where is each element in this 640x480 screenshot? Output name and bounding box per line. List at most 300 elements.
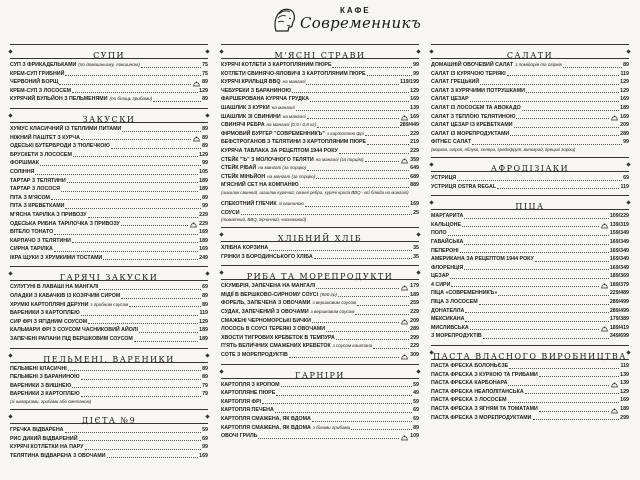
item-price: 179 bbox=[410, 283, 419, 290]
section-title-text: ДІЄТА №9 bbox=[81, 416, 137, 425]
section-title-text: ЗАКУСКИ bbox=[82, 114, 136, 124]
menu-item bbox=[431, 307, 629, 316]
dot-leader bbox=[141, 67, 201, 68]
item-name: КАРПАЧО З ТЕЛЯТИНИ bbox=[10, 237, 71, 244]
item-price: 189/379 bbox=[609, 281, 629, 288]
menu-item bbox=[10, 335, 208, 344]
menu-item bbox=[431, 183, 629, 192]
dot-leader bbox=[339, 153, 409, 154]
dot-leader bbox=[373, 348, 409, 349]
dot-leader bbox=[465, 312, 609, 313]
item-name: КОТЛЕТИ СВИНЯЧО-ЯЛОВИЧІ З КАРТОПЛЯНИМ ПЮРЕ bbox=[221, 70, 366, 77]
menu-item bbox=[221, 156, 419, 165]
menu-item bbox=[10, 390, 208, 399]
menu-item bbox=[10, 365, 208, 374]
menu-item bbox=[221, 61, 419, 70]
menu-item bbox=[431, 324, 629, 333]
item-name: КУРЯЧІ КОТЛЕТИ З КАРТОПЛЯНИМ ПЮРЕ bbox=[221, 62, 332, 68]
item-name: КУРЯЧА ТАБЛАКА ЗА РЕЦЕПТОМ 1944 РОКУ bbox=[221, 147, 338, 154]
menu-section bbox=[221, 200, 419, 223]
item-name: САЛАТ ГРЕЦЬКИЙ bbox=[431, 79, 480, 86]
item-description: зі свининою bbox=[278, 200, 304, 206]
item-name: СОТЕ З МОРЕПРОДУКТІВ bbox=[221, 352, 288, 359]
dot-leader bbox=[88, 217, 199, 218]
menu-item bbox=[221, 381, 419, 390]
item-name: ФІТНЕС САЛАТ bbox=[431, 139, 471, 146]
item-name: ГРЕЧКА ВІДВАРЕНА bbox=[10, 427, 64, 433]
menu-item bbox=[221, 282, 419, 291]
item-price: 229 bbox=[410, 343, 419, 350]
menu-item bbox=[221, 424, 419, 433]
item-price: 289/499 bbox=[609, 307, 629, 314]
item-price: 89 bbox=[202, 79, 208, 86]
item-name: ВАРЕНИКИ З КАРТОПЛЕЮ bbox=[10, 310, 80, 317]
menu-item bbox=[431, 332, 629, 341]
item-price: 99 bbox=[202, 203, 208, 210]
item-description: з вершковим соусом bbox=[310, 309, 355, 315]
item-price: 109/229 bbox=[609, 213, 629, 220]
item-name: САЛАТ З КУРЯЧИМИ ПОТРУШКАМИ bbox=[431, 87, 525, 94]
dot-leader bbox=[563, 67, 622, 68]
item-price: 169 bbox=[199, 246, 208, 253]
item-name: УСТРИЦЯ OSTRA REGAL bbox=[431, 183, 497, 190]
item-price: 169/349 bbox=[609, 256, 629, 263]
item-price: 309 bbox=[410, 352, 419, 359]
menu-item bbox=[431, 281, 629, 290]
section-title bbox=[10, 108, 208, 123]
dot-leader bbox=[153, 101, 201, 102]
item-name: ПАСТА ФРЕСКА З ЯГНЯМ ТА ТОМАТАМИ bbox=[431, 406, 538, 412]
chef-hat-icon bbox=[600, 283, 609, 289]
chef-hat-icon bbox=[400, 319, 409, 325]
dot-leader bbox=[516, 118, 609, 119]
item-description: з соусом каштана bbox=[332, 343, 373, 349]
chef-hat-icon bbox=[600, 223, 609, 229]
item-price: 89 bbox=[202, 134, 208, 141]
menu-item bbox=[10, 326, 208, 335]
dot-leader bbox=[269, 250, 412, 251]
item-price: 179/389 bbox=[609, 316, 629, 323]
item-name: КРЕМ-СУП З ЛОСОСЕМ bbox=[10, 87, 72, 94]
menu-section bbox=[10, 348, 208, 405]
item-name: СИР ФРІ З ЯГІДНИМ СОУСОМ bbox=[10, 318, 88, 325]
dot-leader bbox=[107, 457, 199, 458]
section-title bbox=[10, 44, 208, 59]
item-name: СТЕЙК "Ъ" З МОЛОЧНОГО ТЕЛЯТИ bbox=[221, 156, 314, 163]
item-name: ОЛАДКИ З КАБАЧКІВ ІЗ КОЗЯЧИМ СИРОМ bbox=[10, 293, 121, 300]
section-title-text: ПАСТА ВЛАСНОГО ВИРОБНИЦТВА bbox=[433, 352, 627, 362]
item-description: з вершковим соусом bbox=[312, 300, 357, 306]
brand-name: Современникъ bbox=[300, 14, 422, 32]
item-price: 349/699 bbox=[609, 333, 629, 340]
dot-leader bbox=[312, 322, 399, 323]
menu-item bbox=[431, 87, 629, 96]
dot-leader bbox=[81, 379, 201, 380]
dot-leader bbox=[464, 269, 609, 270]
item-price: 249 bbox=[199, 254, 208, 261]
item-name: СМАЖЕНІ ЧЕРНОМОРСЬКІ БИЧКИ bbox=[221, 317, 311, 324]
section-title-text: АФРОДІЗІАКИ bbox=[490, 163, 570, 173]
section-title bbox=[10, 348, 208, 363]
dot-leader bbox=[81, 139, 191, 140]
dot-leader bbox=[134, 341, 198, 342]
menu-section bbox=[10, 108, 208, 263]
item-price: 189 bbox=[199, 327, 208, 334]
item-name: ПАСТА ФРЕСКА БОЛОНЬЄЗЕ bbox=[431, 363, 509, 370]
item-price: 139/319 bbox=[609, 221, 629, 228]
section-title-text: ХЛІБНИЙ ХЛІБ bbox=[277, 234, 363, 244]
item-price: 169 bbox=[620, 96, 629, 103]
item-price: 289 bbox=[410, 326, 419, 333]
dot-leader bbox=[472, 144, 622, 145]
dot-leader bbox=[121, 225, 188, 226]
menu-section bbox=[10, 266, 208, 343]
item-price: 229 bbox=[199, 211, 208, 218]
dot-leader bbox=[497, 188, 619, 189]
menu-item bbox=[221, 291, 419, 300]
item-price: 99 bbox=[413, 62, 419, 68]
item-name: ШАШЛИК З КУРКИ bbox=[221, 104, 270, 111]
item-name: ОДЕСЬКА РИБНА ТАРІЛОЧКА З ПРИВОЗУ bbox=[10, 220, 120, 227]
chef-hat-icon bbox=[192, 136, 201, 142]
item-name: ХВОСТИ ТИГРОВИХ КРЕВЕТОК В ТЕМПУРА bbox=[221, 334, 335, 341]
menu-item bbox=[431, 221, 629, 230]
item-price: 129 bbox=[199, 151, 208, 158]
item-price: 89 bbox=[202, 194, 208, 201]
item-price: 49 bbox=[413, 390, 419, 397]
menu-item bbox=[10, 134, 208, 143]
menu-item bbox=[221, 334, 419, 343]
item-price: 259 bbox=[410, 300, 419, 307]
item-name: ПАСТА ФРЕСКА З КУРКОЮ ТА ГРИБАМИ bbox=[431, 371, 538, 378]
menu-item bbox=[221, 244, 419, 253]
menu-item bbox=[10, 142, 208, 151]
dot-leader bbox=[351, 429, 412, 430]
menu-item bbox=[10, 318, 208, 327]
dot-leader bbox=[139, 332, 198, 333]
dot-leader bbox=[307, 118, 400, 119]
menu-section bbox=[221, 227, 419, 261]
item-price: 69 bbox=[202, 284, 208, 291]
menu-item bbox=[10, 194, 208, 203]
item-name: ПАСТА ФРЕСКА НЕАПОЛІТАНСЬКА bbox=[431, 388, 524, 395]
dot-leader bbox=[365, 161, 400, 162]
item-price: 169/349 bbox=[609, 247, 629, 254]
menu-item bbox=[10, 245, 208, 254]
dot-leader bbox=[103, 259, 198, 260]
menu-item bbox=[431, 174, 629, 183]
dot-leader bbox=[514, 127, 620, 128]
item-description: (по домашньому, локшиною) bbox=[78, 62, 140, 67]
item-price: 689 bbox=[410, 173, 419, 180]
item-name: ВАРЕНИКИ З ВИШНЕЮ bbox=[10, 382, 72, 389]
item-name: П'ЯТЬ ВЕЛИЧНИХ СМАЖЕНИХ КРЕВЕТОК bbox=[221, 343, 331, 350]
dot-leader bbox=[464, 218, 609, 219]
menu-item bbox=[221, 342, 419, 351]
dot-leader bbox=[510, 135, 619, 136]
item-name: КРЕМ-СУП ГРИБНИЙ bbox=[10, 70, 65, 77]
dot-leader bbox=[498, 295, 609, 296]
item-name: БРУСКЕТИ З ЛОСОСЕМ bbox=[10, 151, 72, 158]
menu-item bbox=[221, 95, 419, 104]
item-name: ПЕЛЬМЕНІ КЛАСИЧНІ bbox=[10, 365, 67, 372]
item-price: 209 bbox=[620, 122, 629, 129]
dot-leader bbox=[539, 376, 619, 377]
menu-item bbox=[221, 299, 419, 308]
dot-leader bbox=[54, 234, 198, 235]
item-price: 169 bbox=[410, 200, 419, 207]
dot-leader bbox=[305, 206, 409, 207]
section-note: (томатний, BBQ, гірчичний, часниковий) bbox=[221, 217, 307, 223]
menu-section bbox=[431, 157, 629, 191]
section-title-text: М'ЯСНІ СТРАВИ bbox=[274, 51, 366, 60]
dot-leader bbox=[312, 421, 412, 422]
item-price: 35 bbox=[413, 253, 419, 260]
item-price: 229 bbox=[199, 220, 208, 227]
item-price: 89 bbox=[202, 125, 208, 132]
item-name: ХУМУС КЛАСИЧНИЙ ІЗ ТЕПЛИМИ ПИТАМИ bbox=[10, 125, 122, 132]
item-name: САЛАТ ІЗ МОРЕПРОДУКТАМИ bbox=[431, 130, 510, 137]
menu-item bbox=[221, 130, 419, 139]
menu-item bbox=[221, 415, 419, 424]
menu-item bbox=[10, 301, 208, 310]
item-price: 99 bbox=[623, 139, 629, 146]
item-name: КАРТОПЛЯНЕ ПЮРЕ bbox=[221, 390, 276, 397]
item-name: ГРІНКИ З БОРОДИНСЬКОГО ХЛІБА bbox=[221, 253, 313, 260]
item-name: СУДАК, ЗАПЕЧЕНИЙ З ОВОЧАМИ bbox=[221, 309, 309, 316]
item-name: ЦЕЗАР bbox=[431, 273, 450, 280]
menu-item bbox=[431, 247, 629, 256]
item-name: СОЛIННЯ bbox=[10, 168, 35, 175]
item-name: СПЕКОТНИЙ ГЛЕЧИК bbox=[221, 200, 277, 207]
item-price: 129 bbox=[410, 87, 419, 94]
item-name: КАРТОПЛЯ СМАЖЕНА, ЯК ВДОМА bbox=[221, 416, 311, 422]
dot-leader bbox=[81, 396, 201, 397]
item-name: ФЛОРЕНЦІЯ bbox=[431, 264, 464, 271]
item-price: 129 bbox=[199, 318, 208, 325]
menu-item bbox=[10, 443, 208, 452]
item-price: 129 bbox=[199, 87, 208, 94]
menu-item bbox=[10, 237, 208, 246]
dot-leader bbox=[262, 403, 412, 404]
menu-item bbox=[431, 414, 629, 423]
dot-leader bbox=[357, 305, 409, 306]
dot-leader bbox=[81, 315, 199, 316]
item-price: 59 bbox=[413, 381, 419, 388]
dot-leader bbox=[526, 92, 619, 93]
item-name: ПЕПЕРОНІ bbox=[431, 247, 459, 254]
item-price: 119 bbox=[620, 70, 629, 77]
dot-leader bbox=[522, 110, 619, 111]
dot-leader bbox=[448, 235, 609, 236]
item-name: ЧЕБУРЕКИ З БАРАНИНОЮ bbox=[221, 87, 291, 94]
dot-leader bbox=[450, 278, 609, 279]
dot-leader bbox=[51, 199, 201, 200]
dot-leader bbox=[54, 251, 198, 252]
item-price: 229 bbox=[410, 147, 419, 154]
chef-hat-icon bbox=[400, 285, 409, 291]
item-name: СТЕЙК МІНЬЙОН bbox=[221, 173, 266, 180]
item-name: М'ЯСНА ТАРІЛКА З ПРИВОЗУ bbox=[10, 211, 87, 218]
menu-item bbox=[431, 289, 629, 298]
item-price: 189/369 bbox=[609, 273, 629, 280]
item-name: ФАРШЕРОВАНА КУРЯЧА ГРУДКА bbox=[221, 96, 309, 103]
item-price: 169 bbox=[620, 113, 629, 120]
item-name: ЛОСОСЬ В СОУСІ ТЕРЕЯКІ З ОВОЧАМИ bbox=[221, 326, 326, 333]
dot-leader bbox=[306, 84, 399, 85]
menu-item bbox=[221, 121, 419, 130]
item-name: ФОРЕЛЬ, ЗАПЕЧЕНА З ОВОЧАМИ bbox=[221, 300, 311, 307]
item-name: СТЕЙК РІБАЙ bbox=[221, 165, 257, 172]
menu-item bbox=[221, 253, 419, 262]
dot-leader bbox=[85, 449, 202, 450]
cafe-logo bbox=[268, 3, 422, 37]
item-name: САЛАТ ІЗ ЛОСОСЕМ ТА АВОКАДО bbox=[431, 104, 521, 111]
item-price: 189 bbox=[199, 186, 208, 193]
item-price: 359 bbox=[410, 156, 419, 163]
menu-item bbox=[10, 185, 208, 194]
item-name: КУРЯЧІ КРИЛЬЦЯ BBQ bbox=[221, 79, 281, 86]
item-price: 59 bbox=[202, 427, 208, 433]
item-price: 75 bbox=[202, 70, 208, 77]
item-price: 169 bbox=[199, 452, 208, 459]
dot-leader bbox=[281, 386, 413, 387]
menu-item bbox=[431, 238, 629, 247]
item-price: 889 bbox=[410, 182, 419, 189]
dot-leader bbox=[507, 75, 620, 76]
menu-item bbox=[221, 398, 419, 407]
dot-leader bbox=[79, 440, 202, 441]
chef-hat-icon bbox=[400, 354, 409, 360]
menu-item bbox=[431, 362, 629, 371]
dot-leader bbox=[367, 75, 413, 76]
dot-leader bbox=[535, 261, 609, 262]
dot-leader bbox=[111, 148, 201, 149]
dot-leader bbox=[59, 84, 191, 85]
dot-leader bbox=[40, 165, 201, 166]
dot-leader bbox=[365, 135, 409, 136]
item-name: МИСЛИВСЬКА bbox=[431, 324, 469, 331]
dot-leader bbox=[464, 244, 608, 245]
dot-leader bbox=[316, 178, 409, 179]
item-description: на мангалі (за порцію) bbox=[258, 165, 307, 171]
item-description: з білими грибами bbox=[312, 424, 351, 430]
item-name: ДОМАШНІЙ ОВОЧЕВИЙ САЛАТ bbox=[431, 62, 514, 68]
item-name: КАЛЬМАРИ ФРІ З СОУСОМ ЧАСНИКОВИЙ АЙОЛІ bbox=[10, 327, 138, 334]
item-price: 209 bbox=[410, 317, 419, 324]
item-price: 89 bbox=[202, 96, 208, 103]
item-name: СУЛУГУНІ В ЛАВАШІ НА МАНГАЛІ bbox=[10, 284, 99, 291]
menu-item bbox=[221, 104, 419, 113]
dot-leader bbox=[336, 339, 409, 340]
dot-leader bbox=[307, 170, 409, 171]
item-price: 229/489 bbox=[609, 290, 629, 297]
cafe-label: КАФЕ bbox=[340, 6, 371, 15]
item-price: 79 bbox=[202, 382, 208, 389]
dot-leader bbox=[470, 101, 620, 102]
menu-item bbox=[221, 308, 419, 317]
menu-column-left bbox=[10, 40, 208, 460]
dot-leader bbox=[470, 329, 599, 330]
dot-leader bbox=[67, 182, 198, 183]
chef-hat-icon bbox=[610, 115, 619, 121]
item-price: 189 bbox=[620, 104, 629, 111]
dot-leader bbox=[310, 101, 409, 102]
menu-item bbox=[431, 405, 629, 414]
item-price: 79 bbox=[202, 391, 208, 398]
menu-item bbox=[221, 164, 419, 173]
item-description: на мангалі (за порцію) bbox=[315, 156, 364, 162]
item-price: 89 bbox=[202, 143, 208, 150]
item-price: 189 bbox=[199, 237, 208, 244]
item-name: КАЛЬЦОНЕ bbox=[431, 221, 461, 228]
menu-item bbox=[10, 373, 208, 382]
section-title-text: ПЕЛЬМЕНІ, ВАРЕНИКИ bbox=[43, 354, 175, 364]
item-price: 69 bbox=[202, 435, 208, 442]
dot-leader bbox=[465, 321, 608, 322]
menu-item bbox=[431, 272, 629, 281]
menu-item bbox=[10, 452, 208, 461]
menu-item bbox=[221, 317, 419, 326]
item-price: 649 bbox=[410, 165, 419, 172]
section-title bbox=[10, 266, 208, 281]
item-name: 4 СИРИ bbox=[431, 281, 451, 288]
menu-item bbox=[431, 379, 629, 388]
dot-leader bbox=[258, 438, 399, 439]
item-name: СУП З ФРИКАДЕЛЬКАМИ bbox=[10, 62, 77, 68]
item-name: ПІТА З КРЕВЕТКАМИ bbox=[10, 203, 65, 210]
menu-item bbox=[221, 181, 419, 190]
menu-item bbox=[10, 211, 208, 220]
item-description: з помідорів та огірків bbox=[515, 62, 562, 67]
chef-hat-icon bbox=[610, 408, 619, 414]
section-note: (морква, огірок, яблуко, селера, грейпфрут, виноград, грецькі горіхи) bbox=[431, 146, 576, 152]
item-price: 229 bbox=[410, 130, 419, 137]
item-name: ПІТА З М'ЯСОМ bbox=[10, 194, 50, 201]
item-description: з картоплею фрі bbox=[326, 130, 364, 136]
item-price: 289 bbox=[620, 130, 629, 137]
menu-item bbox=[221, 200, 419, 209]
item-name: ПІЦА «СОВРЕМЕННИКЪ» bbox=[431, 290, 498, 297]
item-name: ГАВАЙСЬКА bbox=[431, 238, 464, 245]
section-title bbox=[431, 157, 629, 172]
menu-item bbox=[10, 159, 208, 168]
dot-leader bbox=[99, 289, 201, 290]
menu-item bbox=[431, 130, 629, 139]
dot-leader bbox=[457, 180, 622, 181]
item-price: 69 bbox=[623, 174, 629, 181]
item-description: на мангалі (0,5 / 0,8 кг) bbox=[266, 122, 317, 128]
item-price: 89 bbox=[413, 424, 419, 431]
dot-leader bbox=[316, 288, 399, 289]
dot-leader bbox=[289, 357, 399, 358]
dot-leader bbox=[508, 402, 620, 403]
item-name: НІЖНИЙ ПАШТЕТ З КУРЧА bbox=[10, 134, 80, 141]
dot-leader bbox=[61, 191, 198, 192]
dot-leader bbox=[300, 187, 410, 188]
item-name: ПЕЛЬМЕНІ З БАРАНИНОЮ bbox=[10, 374, 80, 381]
item-price: 169 bbox=[410, 113, 419, 120]
item-name: ПОЛО bbox=[431, 230, 447, 237]
menu-item bbox=[431, 315, 629, 324]
dot-leader bbox=[525, 393, 619, 394]
item-name: КУРЯЧИЙ БУЛЬЙОН З ПЕЛЬМЕНЯМИ bbox=[10, 96, 108, 103]
item-price: 169 bbox=[620, 397, 629, 404]
item-name: ПІЦА З ЛОСОСЕМ bbox=[431, 299, 478, 306]
item-price: 99 bbox=[413, 70, 419, 77]
item-price: 129 bbox=[620, 79, 629, 86]
item-name: САЛАТ ЦЕЗАР bbox=[431, 96, 469, 103]
